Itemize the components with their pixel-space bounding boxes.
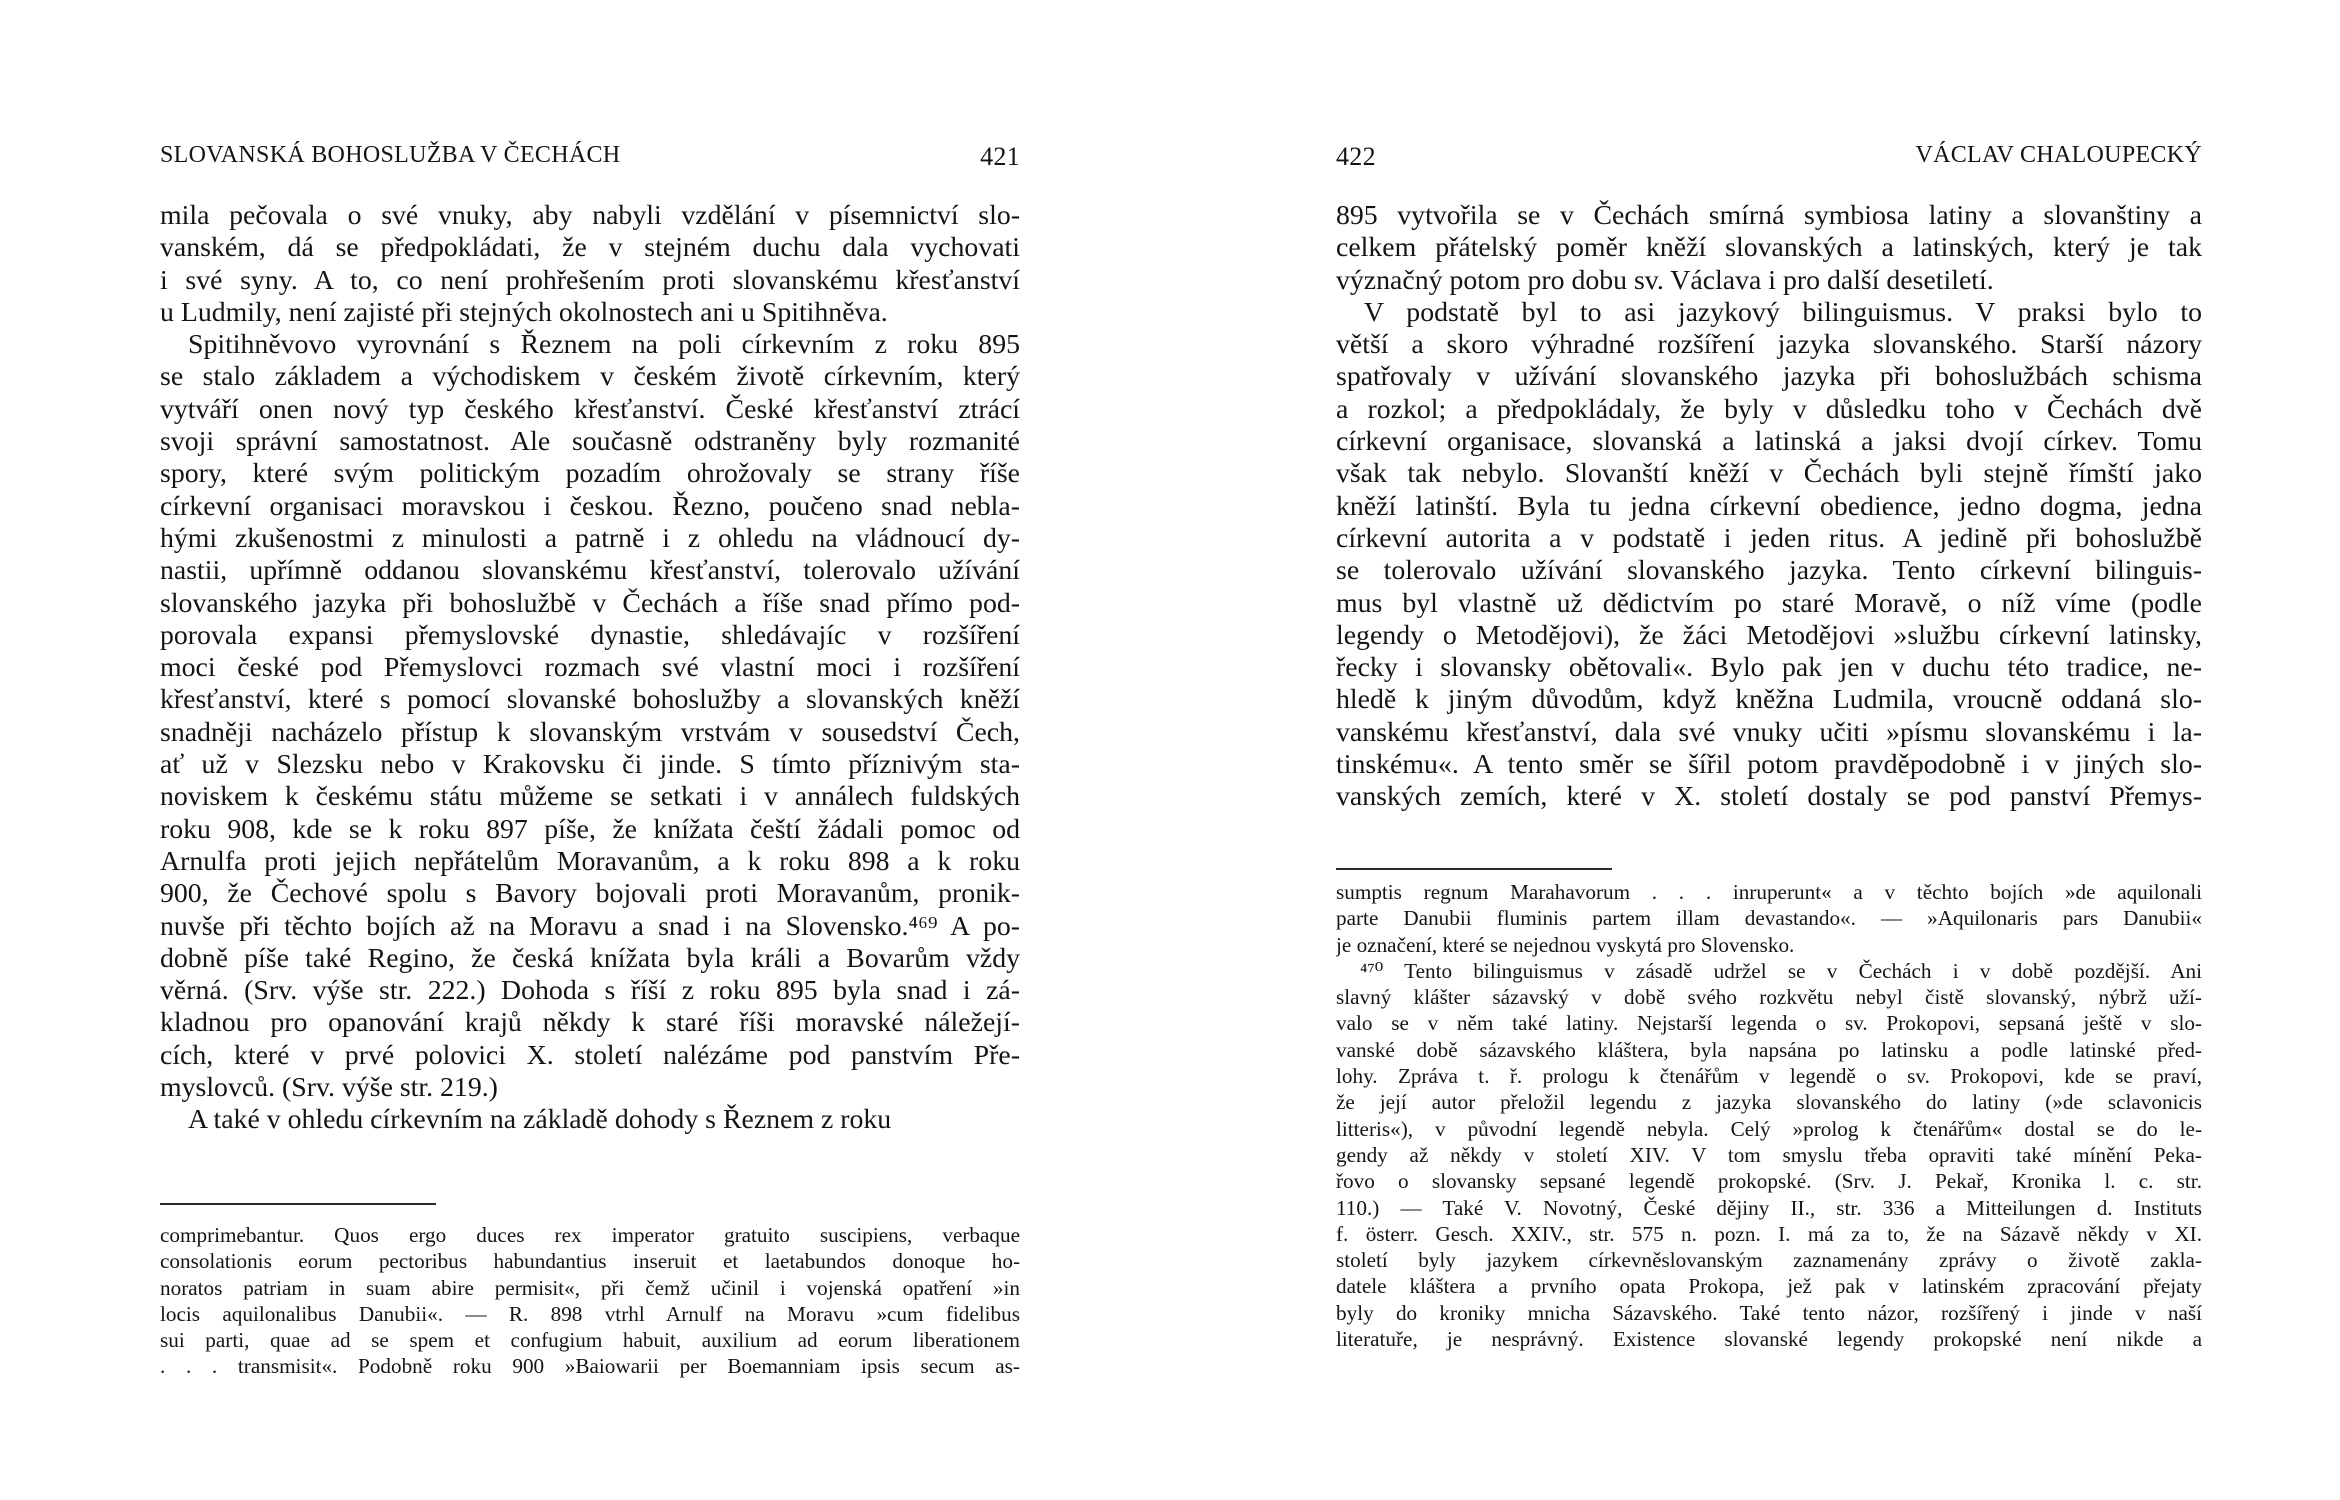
footnotes xyxy=(160,1222,1020,1380)
text-line: spory, které svým politickým pozadím ohrožovaly se strany říše xyxy=(160,458,1020,490)
text-line: A také v ohledu církevním na základě dohody s Řeznem z roku xyxy=(188,1104,892,1136)
body-text xyxy=(1336,200,2202,814)
text-line: byly do kroniky mnicha Sázavského. Také tento názor, rozšířený i jinde v naší xyxy=(1336,1300,2202,1325)
page-number: 422 xyxy=(1336,142,1376,171)
text-line: církevní autorita a v podstatě i jeden ritus. A jedině při bohoslužbě xyxy=(1336,522,2202,554)
text-line: se tolerovalo užívání slovanského jazyka. Tento církevní bilinguis- xyxy=(1336,555,2202,587)
text-line: cích, které v prvé polovici X. století nalézáme pod panstvím Pře- xyxy=(160,1039,1020,1071)
text-line: století byly jazykem církevněslovanským zaznamenány zprávy o životě zakla- xyxy=(1336,1248,2202,1273)
text-line: vanskému křesťanství, dala své vnuky učiti »písmu slovanskému i la- xyxy=(1336,716,2202,748)
text-line: sui parti, quae ad se spem et confugium habuit, auxilium ad eorum liberationem xyxy=(160,1328,1020,1353)
running-title: VÁCLAV CHALOUPECKÝ xyxy=(1915,142,2202,168)
text-line: hledě k jiným důvodům, když kněžna Ludmila, vroucně oddaná slo- xyxy=(1336,684,2202,716)
text-line: f. österr. Gesch. XXIV., str. 575 n. pozn. I. má za to, že na Sázavě někdy v XI. xyxy=(1336,1221,2202,1246)
text-line: svoji správní samostatnost. Ale současně odstraněny byly rozmanité xyxy=(160,426,1020,458)
text-line: comprimebantur. Quos ergo duces rex imperator gratuito suscipiens, verbaque xyxy=(160,1223,1020,1247)
text-line: slavný klášter sázavský v době svého rozkvětu nebyl čistě slovanský, nýbrž uží- xyxy=(1336,985,2202,1010)
running-head xyxy=(1336,142,2202,176)
text-line: že její autor přeložil legendu z jazyka slovanského do latiny (»de sclavonicis xyxy=(1336,1090,2202,1115)
text-line: vanské době sázavského kláštera, byla napsána po latinsku a podle latinské před- xyxy=(1336,1037,2202,1062)
text-line: tinskému«. A tento směr se šířil potom pravděpodobně i v jiných slo- xyxy=(1336,749,2202,781)
text-line: nuvše při těchto bojích až na Moravu a snad i na Slovensko.⁴⁶⁹ A po- xyxy=(160,910,1020,942)
text-line: . . . transmisit«. Podobně roku 900 »Baiowarii per Boemanniam ipsis secum as- xyxy=(160,1354,1020,1379)
text-line: gendy až někdy v století XIV. V tom smyslu třeba opraviti také mínění Peka- xyxy=(1336,1142,2202,1167)
text-line: Spitihněvovo vyrovnání s Řeznem na poli církevním z roku 895 xyxy=(188,329,1020,361)
page-number: 421 xyxy=(980,142,1020,171)
text-line: locis aquilonalibus Danubii«. — R. 898 vtrhl Arnulf na Moravu »cum fidelibus xyxy=(160,1301,1020,1326)
text-line: moci české pod Přemyslovci rozmach své vlastní moci i rozšíření xyxy=(160,652,1020,684)
text-line: slovanského jazyka při bohoslužbě v Čechách a říše snad přímo pod- xyxy=(160,587,1020,619)
text-line: noviskem k českému státu můžeme se setkati i v annálech fuldských xyxy=(160,781,1020,813)
text-line: legendy o Metodějovi), že žáci Metodějovi »službu církevní latinsky, xyxy=(1336,619,2202,651)
footnotes xyxy=(1336,879,2202,1352)
running-title: SLOVANSKÁ BOHOSLUŽBA V ČECHÁCH xyxy=(160,142,621,168)
text-line: V podstatě byl to asi jazykový bilinguismus. V praksi bylo to xyxy=(1364,296,2202,328)
footnote-rule xyxy=(1336,868,1612,870)
text-line: hými zkušenostmi z minulosti a patrně i z ohledu na vládnoucí dy- xyxy=(160,522,1020,554)
text-line: však tak nebylo. Slovanští kněží v Čechách byli stejně římští jako xyxy=(1336,458,2202,490)
text-line: Arnulfa proti jejich nepřátelům Moravanům, a k roku 898 a k roku xyxy=(160,845,1020,877)
text-line: sumptis regnum Marahavorum . . . inruperunt« a v těchto bojích »de aquilonali xyxy=(1336,880,2202,904)
text-line: celkem přátelský poměr kněží slovanských a latinských, který je tak xyxy=(1336,232,2202,264)
text-line: je označení, které se nejednou vyskytá pro Slovensko. xyxy=(1336,932,1795,957)
text-line: mila pečovala o své vnuky, aby nabyli vzdělání v písemnictví slo- xyxy=(160,200,1020,231)
text-line: porovala expansi přemyslovské dynastie, shledávajíc v rozšíření xyxy=(160,619,1020,651)
text-line: ať už v Slezsku nebo v Krakovsku či jinde. S tímto příznivým sta- xyxy=(160,749,1020,781)
text-line: litteris«), v původní legendě nebyla. Celý »prolog k čtenářům« dostal se do le- xyxy=(1336,1116,2202,1141)
text-line: kněží latinští. Byla tu jedna církevní obedience, jedno dogma, jedna xyxy=(1336,490,2202,522)
text-line: literatuře, je nesprávný. Existence slovanské legendy prokopské není nikde a xyxy=(1336,1327,2202,1352)
text-line: noratos patriam in suam abire permisit«, při čemž učinil i vojenská opatření »in xyxy=(160,1275,1020,1300)
text-line: parte Danubii fluminis partem illam devastando«. — »Aquilonaris pars Danubii« xyxy=(1336,906,2202,931)
text-line: a rozkol; a předpokládaly, že byly v důsledku toho v Čechách dvě xyxy=(1336,393,2202,425)
text-line: spatřovaly v užívání slovanského jazyka při bohoslužbách schisma xyxy=(1336,361,2202,393)
text-line: církevní organisace, slovanská a latinská a jaksi dvojí církev. Tomu xyxy=(1336,426,2202,458)
text-line: lohy. Zpráva t. ř. prologu k čtenářům v legendě o sv. Prokopovi, kde se praví, xyxy=(1336,1064,2202,1089)
text-line: valo se v něm také latiny. Nejstarší legenda o sv. Prokopovi, sepsaná ještě v slo- xyxy=(1336,1011,2202,1036)
text-line: vanských zemích, které v X. století dostaly se pod panství Přemys- xyxy=(1336,781,2202,813)
text-line: vytváří onen nový typ českého křesťanství. České křesťanství ztrácí xyxy=(160,393,1020,425)
text-line: řovo o slovansky sepsané legendě prokopské. (Srv. J. Pekař, Kronika l. c. str. xyxy=(1336,1169,2202,1194)
text-line: církevní organisaci moravskou i českou. Řezno, poučeno snad nebla- xyxy=(160,490,1020,522)
text-line: věrná. (Srv. výše str. 222.) Dohoda s říší z roku 895 byla snad i zá- xyxy=(160,975,1020,1007)
right-page xyxy=(1336,0,2202,1500)
text-line: 110.) — Také V. Novotný, České dějiny II., str. 336 a Mitteilungen d. Instituts xyxy=(1336,1195,2202,1220)
running-head xyxy=(160,142,1020,176)
footnote-rule xyxy=(160,1203,436,1205)
body-text xyxy=(160,200,1020,1137)
text-line: u Ludmily, není zajisté při stejných okolnostech ani u Spitihněva. xyxy=(160,296,888,328)
text-line: 895 vytvořila se v Čechách smírná symbiosa latiny a slovanštiny a xyxy=(1336,200,2202,231)
text-line: 900, že Čechové spolu s Bavory bojovali proti Moravanům, pronik- xyxy=(160,878,1020,910)
text-line: řecky i slovansky obětovali«. Bylo pak jen v duchu této tradice, ne- xyxy=(1336,652,2202,684)
text-line: ⁴⁷⁰ Tento bilinguismus v zásadě udržel se v Čechách i v době pozdější. Ani xyxy=(1360,958,2202,983)
text-line: křesťanství, které s pomocí slovanské bohoslužby a slovanských kněží xyxy=(160,684,1020,716)
text-line: myslovců. (Srv. výše str. 219.) xyxy=(160,1072,498,1104)
text-line: větší a skoro výhradné rozšíření jazyka slovanského. Starší názory xyxy=(1336,329,2202,361)
text-line: consolationis eorum pectoribus habundantius inseruit et laetabundos donoque ho- xyxy=(160,1249,1020,1274)
text-line: dobně píše také Regino, že česká knížata byla králi a Bovarům vždy xyxy=(160,942,1020,974)
text-line: význačný potom pro dobu sv. Václava i pro další desetiletí. xyxy=(1336,264,1994,296)
left-page xyxy=(160,0,1020,1500)
text-line: se stalo základem a východiskem v českém životě církevním, který xyxy=(160,361,1020,393)
text-line: vanském, dá se předpokládati, že v stejném duchu dala vychovati xyxy=(160,232,1020,264)
text-line: nastii, upřímně oddanou slovanskému křesťanství, tolerovalo užívání xyxy=(160,555,1020,587)
text-line: kladnou pro opanování krajů někdy k staré říši moravské náležejí- xyxy=(160,1007,1020,1039)
text-line: roku 908, kde se k roku 897 píše, že knížata čeští žádali pomoc od xyxy=(160,813,1020,845)
text-line: i své syny. A to, co není prohřešením proti slovanskému křesťanství xyxy=(160,264,1020,296)
text-line: datele kláštera a prvního opata Prokopa, jež pak v latinském zpracování přejaty xyxy=(1336,1274,2202,1299)
text-line: mus byl vlastně už dědictvím po staré Moravě, o níž víme (podle xyxy=(1336,587,2202,619)
text-line: snadněji nacházelo přístup k slovanským vrstvám v sousedství Čech, xyxy=(160,716,1020,748)
